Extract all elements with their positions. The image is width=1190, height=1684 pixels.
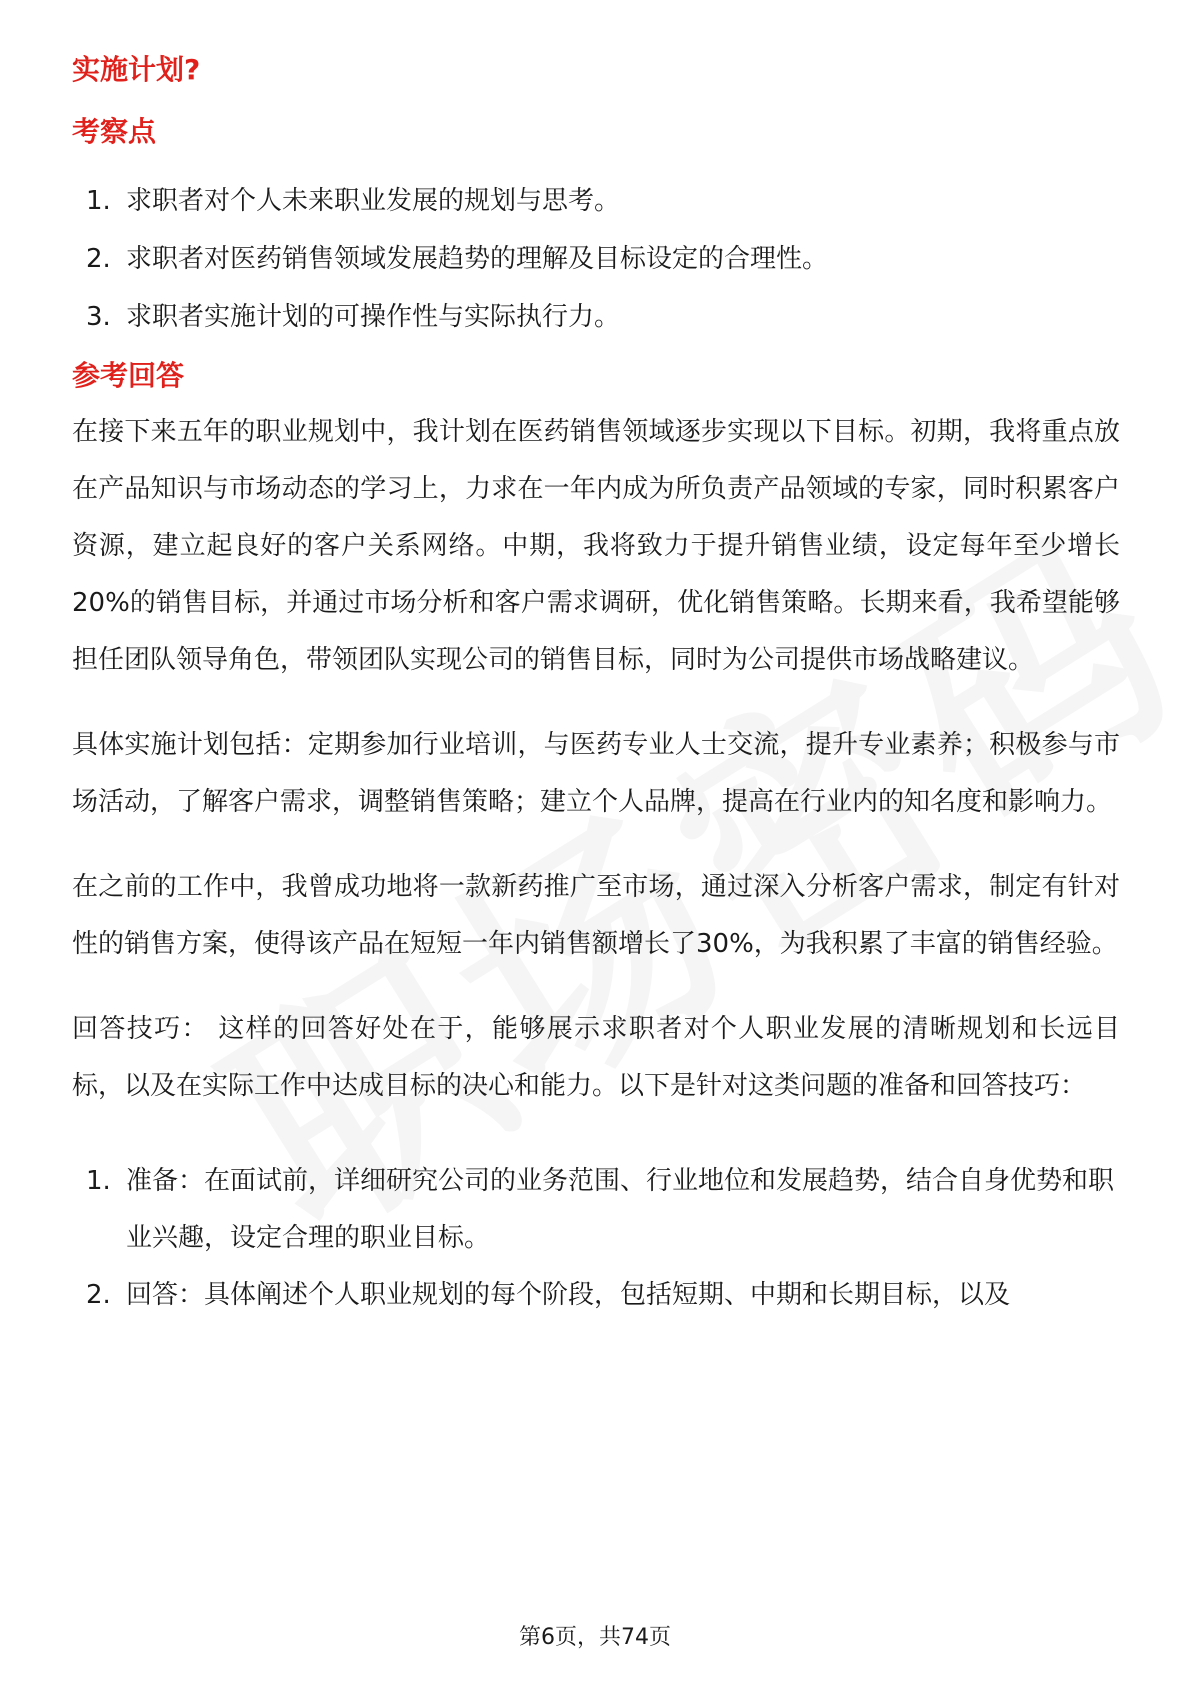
answer-paragraph: 具体实施计划包括：定期参加行业培训，与医药专业人士交流，提升专业素养；积极参与市场活动，了解客户需求，调整销售策略；建立个人品牌，提高在行业内的知名度和影响力。: [72, 730, 1120, 817]
list-item-text: 求职者对个人未来职业发展的规划与思考。: [126, 186, 621, 216]
exam-points-list: [72, 182, 1120, 336]
list-item-text: 求职者对医药销售领域发展趋势的理解及目标设定的合理性。: [126, 244, 829, 274]
answer-paragraph: 在接下来五年的职业规划中，我计划在医药销售领域逐步实现以下目标。初期，我将重点放在产品知识与市场动态的学习上，力求在一年内成为所负责产品领域的专家，同时积累客户资源，建立起良好的客户关系网络。中期，我将致力于提升销售业绩，设定每年至少增长20%的销售目标，并通过市场分析和客户需求调研，优化销售策略。长期来看，我希望能够担任团队领导角色，带领团队实现公司的销售目标，同时为公司提供市场战略建议。: [72, 417, 1120, 675]
document-title: 实施计划?: [72, 53, 201, 86]
exam-points-heading: 考察点: [72, 115, 157, 148]
list-number: 1.: [86, 1166, 111, 1196]
reference-answer-heading: 参考回答: [72, 359, 185, 392]
list-item-text: 准备：在面试前，详细研究公司的业务范围、行业地位和发展趋势，结合自身优势和职业兴趣，设定合理的职业目标。: [126, 1166, 1115, 1253]
answer-paragraph: 在之前的工作中，我曾成功地将一款新药推广至市场，通过深入分析客户需求，制定有针对性的销售方案，使得该产品在短短一年内销售额增长了30%，为我积累了丰富的销售经验。: [72, 872, 1120, 959]
page-footer: 第6页，共74页: [519, 1625, 671, 1650]
list-item: [72, 298, 1120, 336]
list-number: 2.: [86, 1280, 111, 1310]
tips-list: [72, 1153, 1120, 1324]
list-number: 1.: [86, 186, 111, 216]
list-item: [72, 240, 1120, 278]
list-item-text: 求职者实施计划的可操作性与实际执行力。: [126, 302, 621, 332]
answer-tips-intro: 回答技巧： 这样的回答好处在于，能够展示求职者对个人职业发展的清晰规划和长远目标，以及在实际工作中达成目标的决心和能力。以下是针对这类问题的准备和回答技巧：: [72, 1014, 1120, 1101]
list-item: [72, 1153, 1120, 1267]
document-page: [72, 38, 1120, 1324]
list-number: 2.: [86, 244, 111, 274]
list-item: [72, 182, 1120, 220]
list-item-text: 回答：具体阐述个人职业规划的每个阶段，包括短期、中期和长期目标，以及: [126, 1280, 1011, 1310]
list-item: [72, 1267, 1120, 1324]
list-number: 3.: [86, 302, 111, 332]
